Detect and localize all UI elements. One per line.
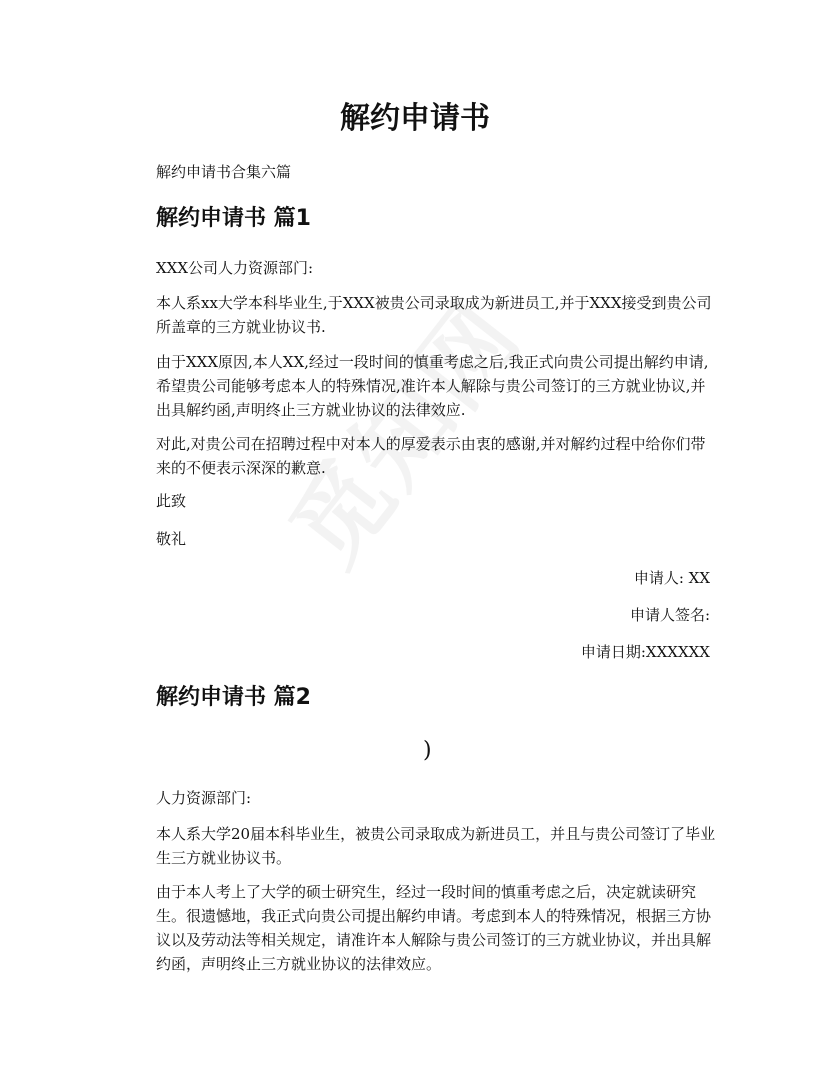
section2-paragraph-1: 本人系大学20届本科毕业生，被贵公司录取成为新进员工，并且与贵公司签订了毕业生三方就业协议书。 bbox=[156, 825, 716, 867]
section1-salutation: XXX公司人力资源部门: bbox=[156, 259, 314, 277]
section2-paragraph-2: 由于本人考上了大学的硕士研究生，经过一段时间的慎重考虑之后，决定就读研究生。很遗憾地，我正式向贵公司提出解约申请。考虑到本人的特殊情况，根据三方协议以及劳动法等相关规定，请准许本人解除与贵公司签订的三方就业协议，并出具解约函，声明终止三方就业协议的法律效应。 bbox=[156, 883, 712, 973]
section2-salutation: 人力资源部门: bbox=[156, 789, 252, 807]
document-title: 解约申请书 bbox=[340, 101, 490, 136]
signature-line: 申请人签名: bbox=[629, 606, 710, 624]
section1-closing-1: 此致 bbox=[156, 492, 187, 510]
section1-closing-2: 敬礼 bbox=[156, 530, 187, 548]
date-line: 申请日期:XXXXXX bbox=[580, 643, 710, 661]
section1-paragraph-1-text: 本人系xx大学本科毕业生,于XXX被贵公司录取成为新进员工,并于XXX接受到贵公司所盖章的三方就业协议书. bbox=[156, 294, 712, 336]
section2-heading: 解约申请书 篇2 bbox=[156, 685, 311, 710]
section1-paragraph-3: 对此,对贵公司在招聘过程中对本人的厚爱表示由衷的感谢,并对解约过程中给你们带来的不便表示深深的歉意. bbox=[156, 435, 706, 477]
document-subtitle: 解约申请书合集六篇 bbox=[156, 163, 292, 181]
section1-heading: 解约申请书 篇1 bbox=[156, 206, 311, 231]
stray-parenthesis: ) bbox=[423, 738, 432, 763]
applicant-line: 申请人: XX bbox=[633, 569, 710, 587]
section1-paragraph-2: 由于XXX原因,本人XX,经过一段时间的慎重考虑之后,我正式向贵公司提出解约申请,希望贵公司能够考虑本人的特殊情况,准许本人解除与贵公司签订的三方就业协议,并出具解约函,声明终止三方就业协议的法律效应. bbox=[156, 353, 709, 419]
